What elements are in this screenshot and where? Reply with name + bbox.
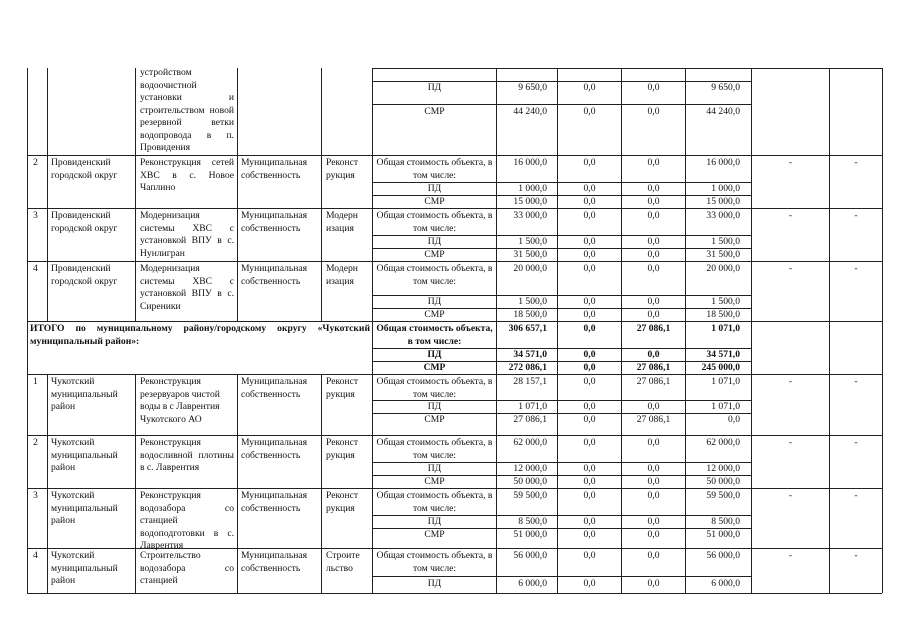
cost-label: Общая стоимость объекта, в том числе: [376,323,493,347]
cost-value: 59 500,0 [513,490,547,501]
cost-value: 33 000,0 [706,210,740,221]
cost-value: 1 000,0 [518,183,547,194]
row-number: 3 [33,210,38,221]
cost-value: 34 571,0 [513,349,547,360]
cost-value: 0,0 [647,82,660,93]
grid-line [321,68,322,321]
cost-label: СМР [424,196,445,207]
cost-value: 0,0 [583,296,596,307]
cost-value: 16 000,0 [706,157,740,168]
cost-value: 51 000,0 [706,529,740,540]
cost-label: Общая стоимость объекта, в том числе: [376,157,493,181]
dash-cell: - [788,210,793,221]
work-type: Строите льство [326,550,360,574]
cost-value: 31 500,0 [706,249,740,260]
work-type: Реконст рукция [326,157,359,181]
cost-value: 0,0 [583,196,596,207]
grid-line [237,68,238,321]
cost-label: Общая стоимость объекта, в том числе: [376,550,493,574]
cost-value: 0,0 [583,550,596,561]
dash-cell: - [854,263,858,274]
cost-label: Общая стоимость объекта, в том числе: [376,263,493,287]
cost-label: Общая стоимость объекта, в том числе: [376,210,493,234]
grid-line [882,68,883,593]
cost-value: 1 500,0 [518,236,547,247]
municipality: Провиденский городской округ [51,263,118,287]
cost-value: 0,0 [647,249,660,260]
cost-value: 28 157,1 [513,376,547,387]
municipality: Чукотский муниципальный район [51,437,118,473]
row-number: 4 [33,263,38,274]
cost-value: 1 071,0 [711,376,740,387]
cost-value: 0,0 [647,437,660,448]
cost-value: 0,0 [728,414,740,425]
ownership: Муниципальная собственность [241,157,308,181]
cost-value: 50 000,0 [513,476,547,487]
grid-line [372,104,751,105]
cost-value: 9 650,0 [711,82,740,93]
row-number: 1 [33,376,38,387]
cost-value: 1 500,0 [711,296,740,307]
cost-value: 0,0 [647,106,660,117]
cost-value: 27 086,1 [636,414,671,425]
cost-label: ПД [427,349,442,360]
cost-value: 31 500,0 [513,249,547,260]
cost-value: 0,0 [647,309,660,320]
cost-label: СМР [423,362,446,373]
cost-value: 0,0 [583,490,596,501]
cost-label: Общая стоимость объекта, в том числе: [376,376,493,400]
cost-value: 0,0 [583,309,596,320]
row-number: 2 [33,157,38,168]
cost-value: 8 500,0 [711,516,740,527]
municipality: Чукотский муниципальный район [51,550,118,586]
cost-value: 27 086,1 [636,362,671,373]
row-number: 4 [33,550,38,561]
cost-label: ПД [427,82,442,93]
cost-value: 0,0 [583,183,596,194]
grid-line [372,68,882,69]
cost-value: 27 086,1 [636,376,671,387]
cost-value: 0,0 [583,529,596,540]
cost-value: 0,0 [647,463,660,474]
cost-value: 20 000,0 [513,263,547,274]
cost-value: 50 000,0 [706,476,740,487]
cost-value: 0,0 [583,376,596,387]
grid-line [27,435,882,436]
cost-value: 0,0 [583,578,596,589]
grid-line [829,68,830,593]
cost-value: 0,0 [583,362,596,373]
cost-label: СМР [424,309,445,320]
cost-value: 9 650,0 [518,82,547,93]
municipality: Провиденский городской округ [51,210,118,234]
grid-line [47,68,48,321]
cost-label: Общая стоимость объекта, в том числе: [376,437,493,461]
cost-label: ПД [427,236,442,247]
cost-value: 306 657,1 [508,323,547,334]
cost-value: 0,0 [583,476,596,487]
work-type: Реконст рукция [326,376,359,400]
cost-value: 6 000,0 [518,578,547,589]
cost-value: 0,0 [647,210,660,221]
cost-value: 0,0 [583,323,596,334]
cost-value: 0,0 [647,349,660,360]
dash-cell: - [788,263,793,274]
grid-line [321,374,322,593]
cost-value: 34 571,0 [706,349,740,360]
cost-value: 59 500,0 [706,490,740,501]
cost-label: СМР [424,414,445,425]
cost-label: ПД [427,516,442,527]
cost-value: 12 000,0 [513,463,547,474]
cost-value: 0,0 [583,463,596,474]
dash-cell: - [788,157,793,168]
ownership: Муниципальная собственность [241,210,308,234]
object-description: Строительство водозабора со станцией [140,550,234,586]
dash-cell: - [788,550,793,561]
cost-label: СМР [424,529,445,540]
cost-value: 18 500,0 [513,309,547,320]
cost-value: 27 086,1 [636,323,671,334]
cost-value: 0,0 [647,263,660,274]
cost-value: 0,0 [583,414,596,425]
grid-line [47,374,48,593]
dash-cell: - [854,210,858,221]
cost-value: 6 000,0 [711,578,740,589]
cost-value: 0,0 [583,516,596,527]
work-type: Реконст рукция [326,490,359,514]
dash-cell: - [854,490,858,501]
work-type: Реконст рукция [326,437,359,461]
cost-value: 15 000,0 [706,196,740,207]
cost-value: 0,0 [647,236,660,247]
cost-value: 51 000,0 [513,529,547,540]
cost-value: 0,0 [647,183,660,194]
cost-value: 18 500,0 [706,309,740,320]
municipality: Провиденский городской округ [51,157,118,181]
ownership: Муниципальная собственность [241,550,308,574]
cost-value: 1 071,0 [711,323,740,334]
cost-value: 0,0 [583,106,596,117]
cost-value: 56 000,0 [706,550,740,561]
cost-label: ПД [427,296,442,307]
cost-value: 0,0 [647,157,660,168]
cost-value: 16 000,0 [513,157,547,168]
grid-line [237,374,238,593]
cost-value: 0,0 [647,516,660,527]
cost-value: 33 000,0 [513,210,547,221]
cost-value: 0,0 [647,296,660,307]
cost-value: 0,0 [583,210,596,221]
cost-label: ПД [427,578,442,589]
object-description: Реконструкция водозабора со станцией водоподготовки в с. Лаврентия [140,490,234,551]
cost-value: 1 071,0 [711,401,740,412]
work-type: Модерн изация [326,210,358,234]
municipality: Чукотский муниципальный район [51,376,118,412]
cost-value: 272 086,1 [508,362,547,373]
cost-value: 0,0 [647,476,660,487]
cost-value: 1 071,0 [518,401,547,412]
cost-label: СМР [424,249,445,260]
grid-line [27,68,28,593]
cost-value: 0,0 [583,349,596,360]
cost-value: 0,0 [647,196,660,207]
ownership: Муниципальная собственность [241,263,308,287]
cost-value: 0,0 [647,401,660,412]
grid-line [135,374,136,593]
cost-label: ПД [427,183,442,194]
cost-value: 0,0 [583,401,596,412]
grid-line [27,155,882,156]
grid-line [751,68,752,593]
cost-value: 1 000,0 [711,183,740,194]
cost-label: СМР [424,106,445,117]
cost-label: ПД [427,463,442,474]
cost-value: 1 500,0 [711,236,740,247]
object-description: Модернизация системы ХВС с установкой ВПУ в с. Сиреники [140,263,234,312]
cost-value: 15 000,0 [513,196,547,207]
ownership: Муниципальная собственность [241,376,308,400]
cost-value: 0,0 [583,236,596,247]
cost-value: 27 086,1 [513,414,547,425]
cost-value: 0,0 [583,157,596,168]
object-description: Реконструкция резервуаров чистой воды в с Лаврентия Чукотского АО [140,376,220,425]
total-row-label: ИТОГО по муниципальному району/городскому округу «Чукотский муниципальный район»: [30,323,370,347]
cost-value: 0,0 [583,437,596,448]
object-description: устройством водоочистной установки и строительством новой резервной ветки водопровода в п. Провидения [140,67,234,153]
cost-value: 44 240,0 [513,106,547,117]
cost-value: 44 240,0 [706,106,740,117]
row-number: 2 [33,437,38,448]
cost-value: 56 000,0 [513,550,547,561]
cost-value: 245 000,0 [701,362,740,373]
cost-value: 1 500,0 [518,296,547,307]
cost-value: 0,0 [583,263,596,274]
cost-value: 8 500,0 [518,516,547,527]
ownership: Муниципальная собственность [241,490,308,514]
dash-cell: - [854,550,858,561]
cost-value: 0,0 [647,578,660,589]
cost-value: 0,0 [647,490,660,501]
ownership: Муниципальная собственность [241,437,308,461]
dash-cell: - [788,490,793,501]
dash-cell: - [854,376,858,387]
dash-cell: - [854,157,858,168]
object-description: Реконструкция сетей ХВС в с. Новое Чаплино [140,157,234,193]
grid-line [27,593,882,594]
cost-value: 62 000,0 [706,437,740,448]
cost-value: 0,0 [647,529,660,540]
dash-cell: - [854,437,858,448]
municipality: Чукотский муниципальный район [51,490,118,526]
cost-value: 62 000,0 [513,437,547,448]
grid-line [372,576,751,577]
cost-value: 0,0 [583,249,596,260]
dash-cell: - [788,437,793,448]
cost-label: ПД [427,401,442,412]
cost-value: 0,0 [647,550,660,561]
cost-label: Общая стоимость объекта, в том числе: [376,490,493,514]
object-description: Модернизация системы ХВС с установкой ВПУ в с. Нунлигран [140,210,234,259]
cost-value: 12 000,0 [706,463,740,474]
dash-cell: - [788,376,793,387]
work-type: Модерн изация [326,263,358,287]
cost-value: 0,0 [583,82,596,93]
cost-value: 20 000,0 [706,263,740,274]
grid-line [135,68,136,321]
cost-label: СМР [424,476,445,487]
object-description: Реконструкция водосливной плотины в с. Лаврентия [140,437,234,473]
row-number: 3 [33,490,38,501]
